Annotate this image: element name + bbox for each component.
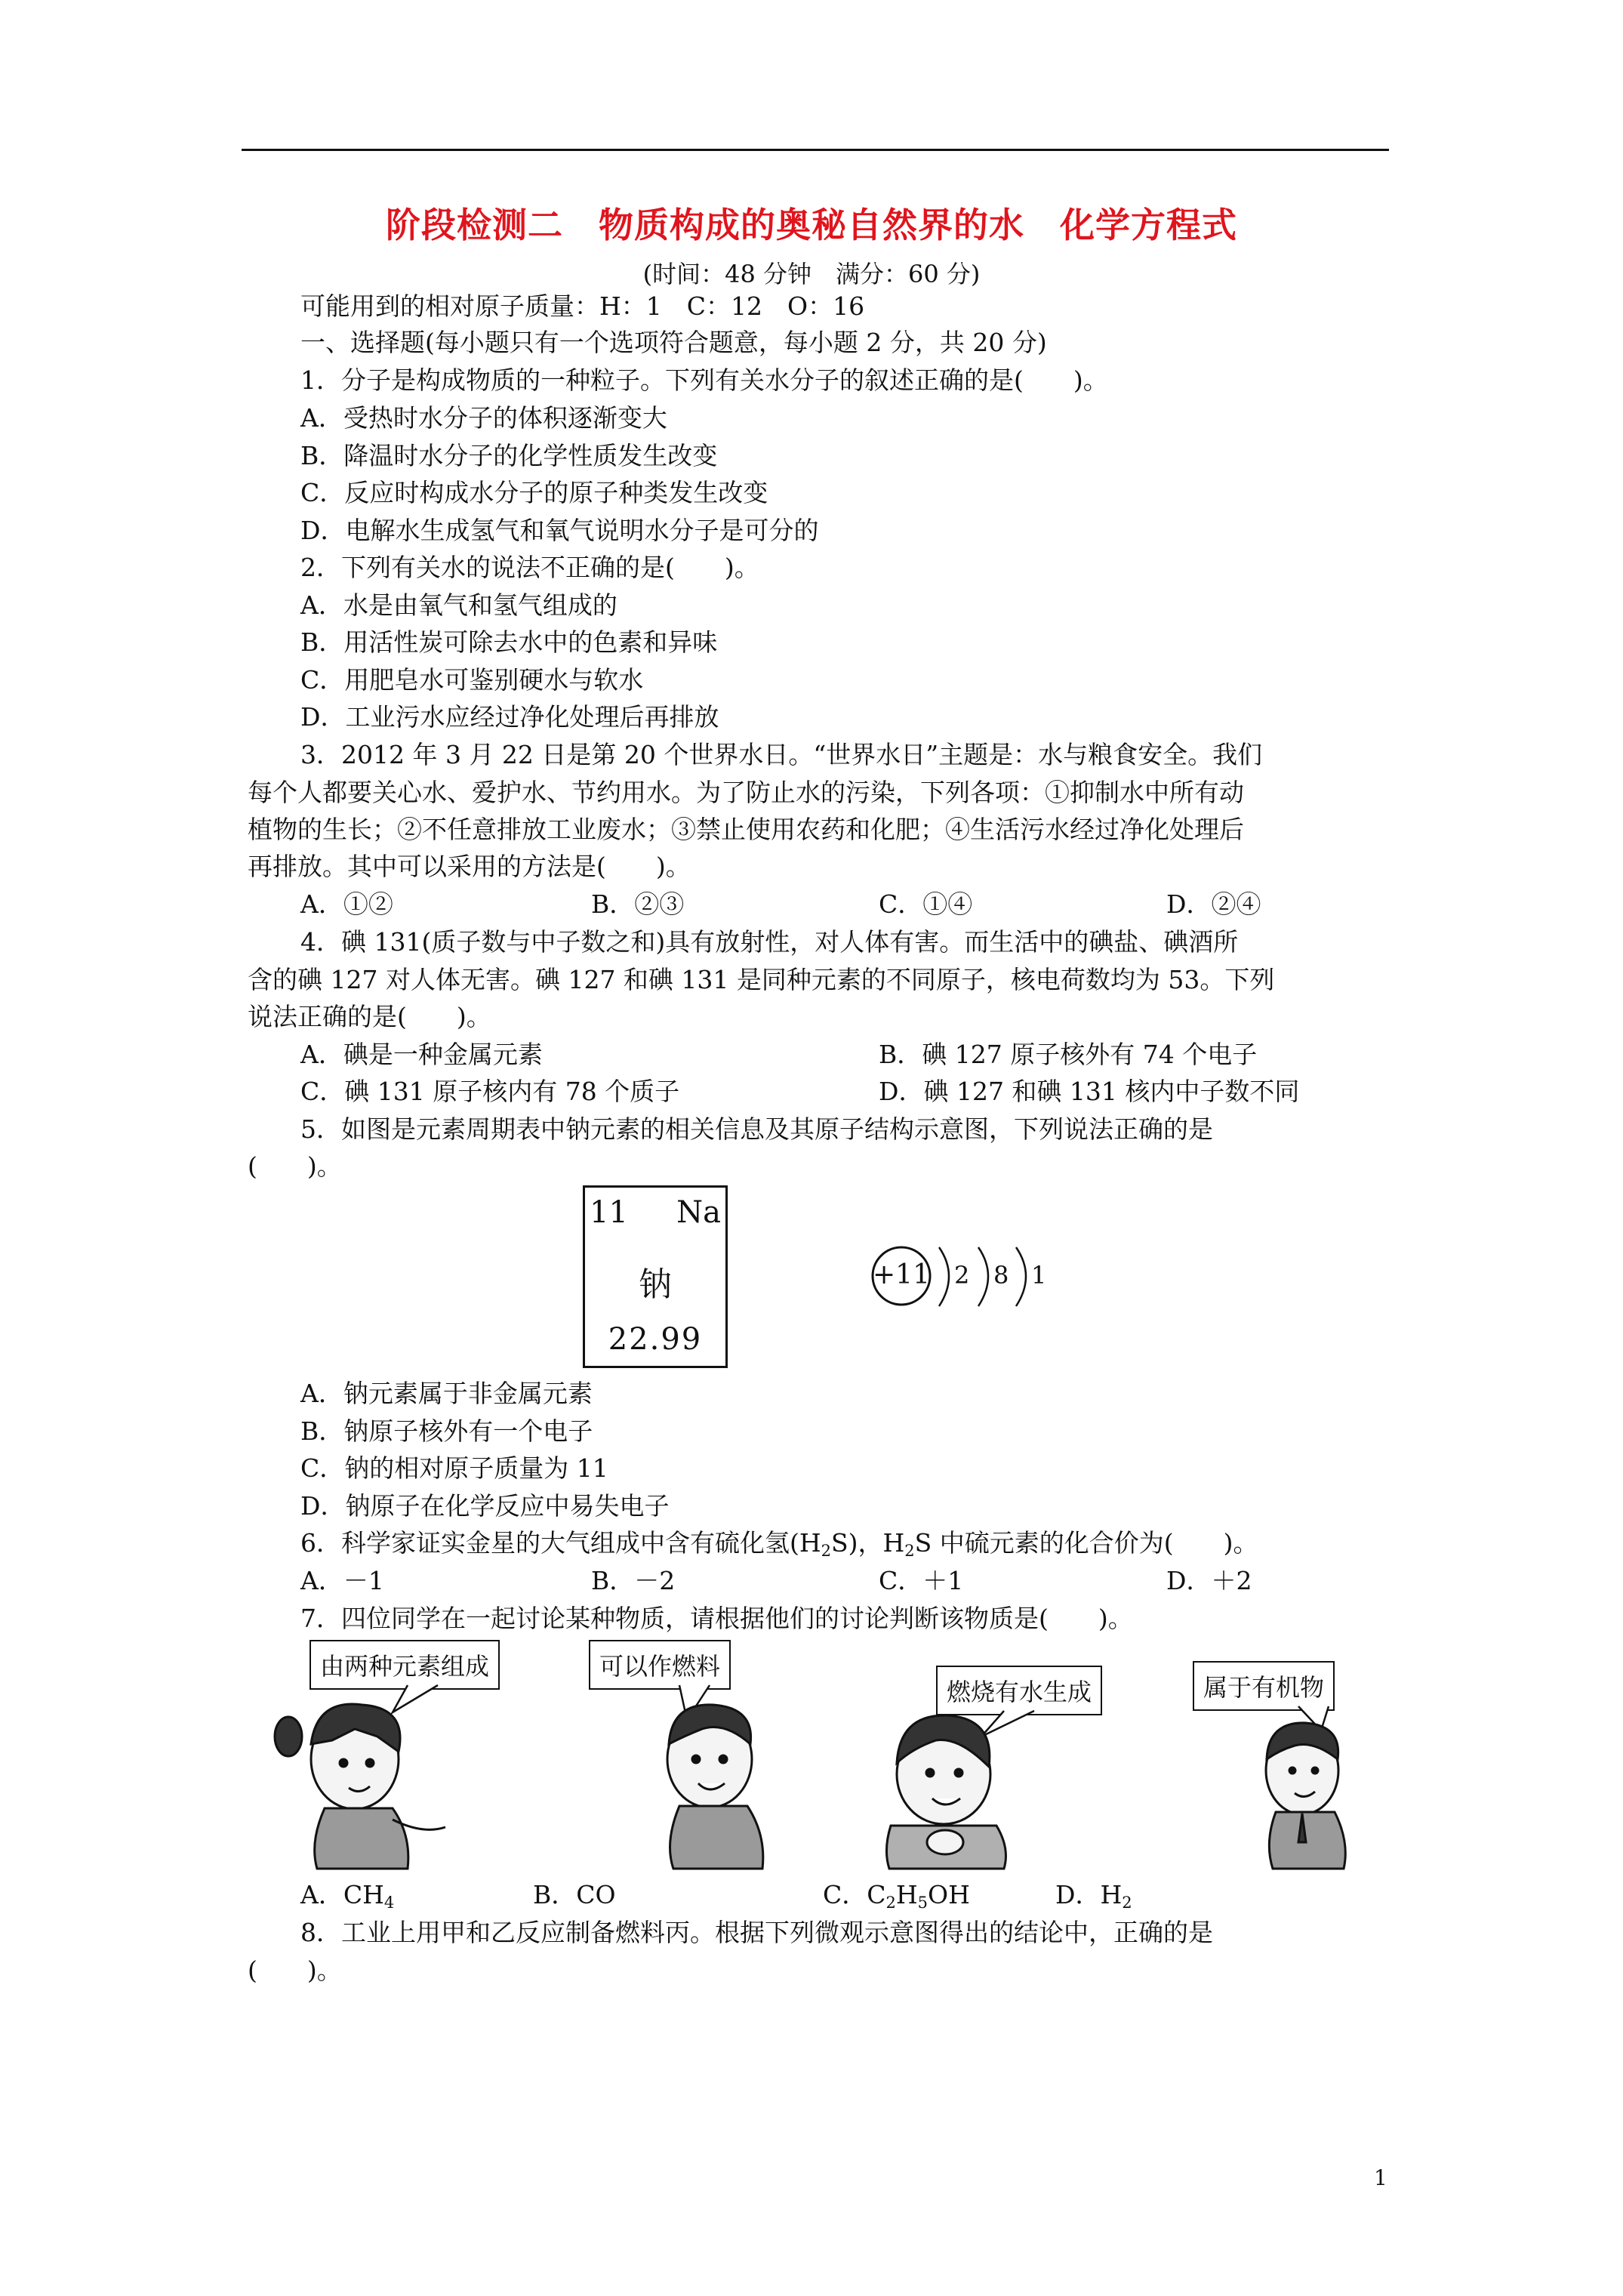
student-boy-1-figure [667,1705,763,1869]
q7-stem: 7．四位同学在一起讨论某种物质，请根据他们的讨论判断该物质是( )。 [300,1604,1133,1633]
q5-option-a: A．钠元素属于非金属元素 [300,1379,593,1408]
speech-bubble-2: 可以作燃料 [589,1640,731,1690]
section-heading: 一、选择题(每小题只有一个选项符合题意，每小题 2 分，共 20 分) [300,328,1047,357]
page-title: 阶段检测二 物质构成的奥秘自然界的水 化学方程式 [386,205,1237,245]
speech-bubble-3: 燃烧有水生成 [936,1666,1102,1715]
element-symbol: Na [676,1195,721,1230]
q2-option-b: B．用活性炭可除去水中的色素和异味 [300,627,718,657]
q3-line-2: 每个人都要关心水、爱护水、节约用水。为了防止水的污染，下列各项：①抑制水中所有动 [248,778,1244,807]
q2-stem: 2．下列有关水的说法不正确的是( )。 [300,553,759,582]
relative-atomic-mass: 22.99 [608,1322,703,1357]
q5-line-2: ( )。 [248,1151,342,1181]
shell-3-electrons: 1 [1031,1261,1047,1290]
q6-option-c: C．＋1 [879,1566,964,1595]
atomic-number: 11 [590,1195,628,1230]
q2-option-c: C．用肥皂水可鉴别硬水与软水 [300,665,644,695]
q1-option-d: D．电解水生成氢气和氧气说明水分子是可分的 [300,516,819,545]
q1-option-b: B．降温时水分子的化学性质发生改变 [300,441,718,470]
q7-option-a: A．$CH_4$ [300,1880,395,1912]
q4-line-3: 说法正确的是( )。 [248,1002,491,1031]
q6-stem: 6．科学家证实金星的大气组成中含有硫化氢$(H_2S)$，$H_2S$ 中硫元素的化合价为( )。 [300,1528,1258,1560]
atomic-mass-note: 可能用到的相对原子质量：H：1 C：12 O：16 [300,291,865,321]
q3-line-4: 再排放。其中可以采用的方法是( )。 [248,852,691,881]
q2-option-d: D．工业污水应经过净化处理后再排放 [300,702,719,732]
q5-option-b: B．钠原子核外有一个电子 [300,1416,593,1446]
q8-line-1: 8．工业上用甲和乙反应制备燃料丙。根据下列微观示意图得出的结论中，正确的是 [300,1918,1213,1947]
q4-option-d: D．碘 127 和碘 131 核内中子数不同 [879,1077,1300,1106]
q6-option-b: B．－2 [591,1566,676,1595]
q1-option-c: C．反应时构成水分子的原子种类发生改变 [300,478,768,507]
q1-option-a: A．受热时水分子的体积逐渐变大 [300,403,667,433]
q7-option-c: C．$C_2H_5OH$ [823,1880,970,1912]
q3-option-a: A．①② [300,889,393,919]
element-name: 钠 [639,1265,672,1304]
shell-2-electrons: 8 [993,1261,1009,1290]
q3-option-b: B．②③ [591,889,685,919]
page-number: 1 [1374,2165,1387,2190]
q4-option-b: B．碘 127 原子核外有 74 个电子 [879,1040,1258,1069]
q3-line-1: 3．2012 年 3 月 22 日是第 20 个世界水日。“世界水日”主题是：水与粮食安全。我们 [300,740,1263,769]
q1-stem: 1．分子是构成物质的一种粒子。下列有关水分子的叙述正确的是( )。 [300,365,1108,395]
q5-option-c: C．钠的相对原子质量为 11 [300,1453,608,1483]
speech-bubble-4: 属于有机物 [1193,1661,1335,1711]
student-boy-2-figure [886,1715,1006,1869]
student-girl-figure [275,1704,445,1869]
q7-option-d: D．$H_2$ [1055,1880,1132,1912]
q8-line-2: ( )。 [248,1955,342,1985]
q4-line-1: 4．碘 131(质子数与中子数之和)具有放射性，对人体有害。而生活中的碘盐、碘酒所 [300,927,1239,957]
exam-info: (时间：48 分钟 满分：60 分) [642,260,981,288]
shell-1-electrons: 2 [954,1261,970,1290]
student-boy-3-figure [1266,1723,1345,1869]
q4-line-2: 含的碘 127 对人体无害。碘 127 和碘 131 是同种元素的不同原子，核电荷数均为 53。下列 [248,965,1275,994]
q3-option-d: D．②④ [1166,889,1261,919]
q3-line-3: 植物的生长；②不任意排放工业废水；③禁止使用农药和化肥；④生活污水经过净化处理后 [248,815,1244,844]
q6-option-a: A．－1 [300,1566,384,1595]
speech-bubble-1: 由两种元素组成 [310,1640,500,1690]
q7-option-b: B．CO [533,1880,616,1909]
q3-option-c: C．①④ [879,889,973,919]
q2-option-a: A．水是由氧气和氢气组成的 [300,590,617,620]
q5-option-d: D．钠原子在化学反应中易失电子 [300,1491,670,1521]
q6-option-d: D．＋2 [1166,1566,1252,1595]
q5-line-1: 5．如图是元素周期表中钠元素的相关信息及其原子结构示意图，下列说法正确的是 [300,1114,1213,1144]
nucleus-charge: +11 [873,1259,930,1290]
q4-option-c: C．碘 131 原子核内有 78 个质子 [300,1077,680,1106]
q4-option-a: A．碘是一种金属元素 [300,1040,543,1069]
